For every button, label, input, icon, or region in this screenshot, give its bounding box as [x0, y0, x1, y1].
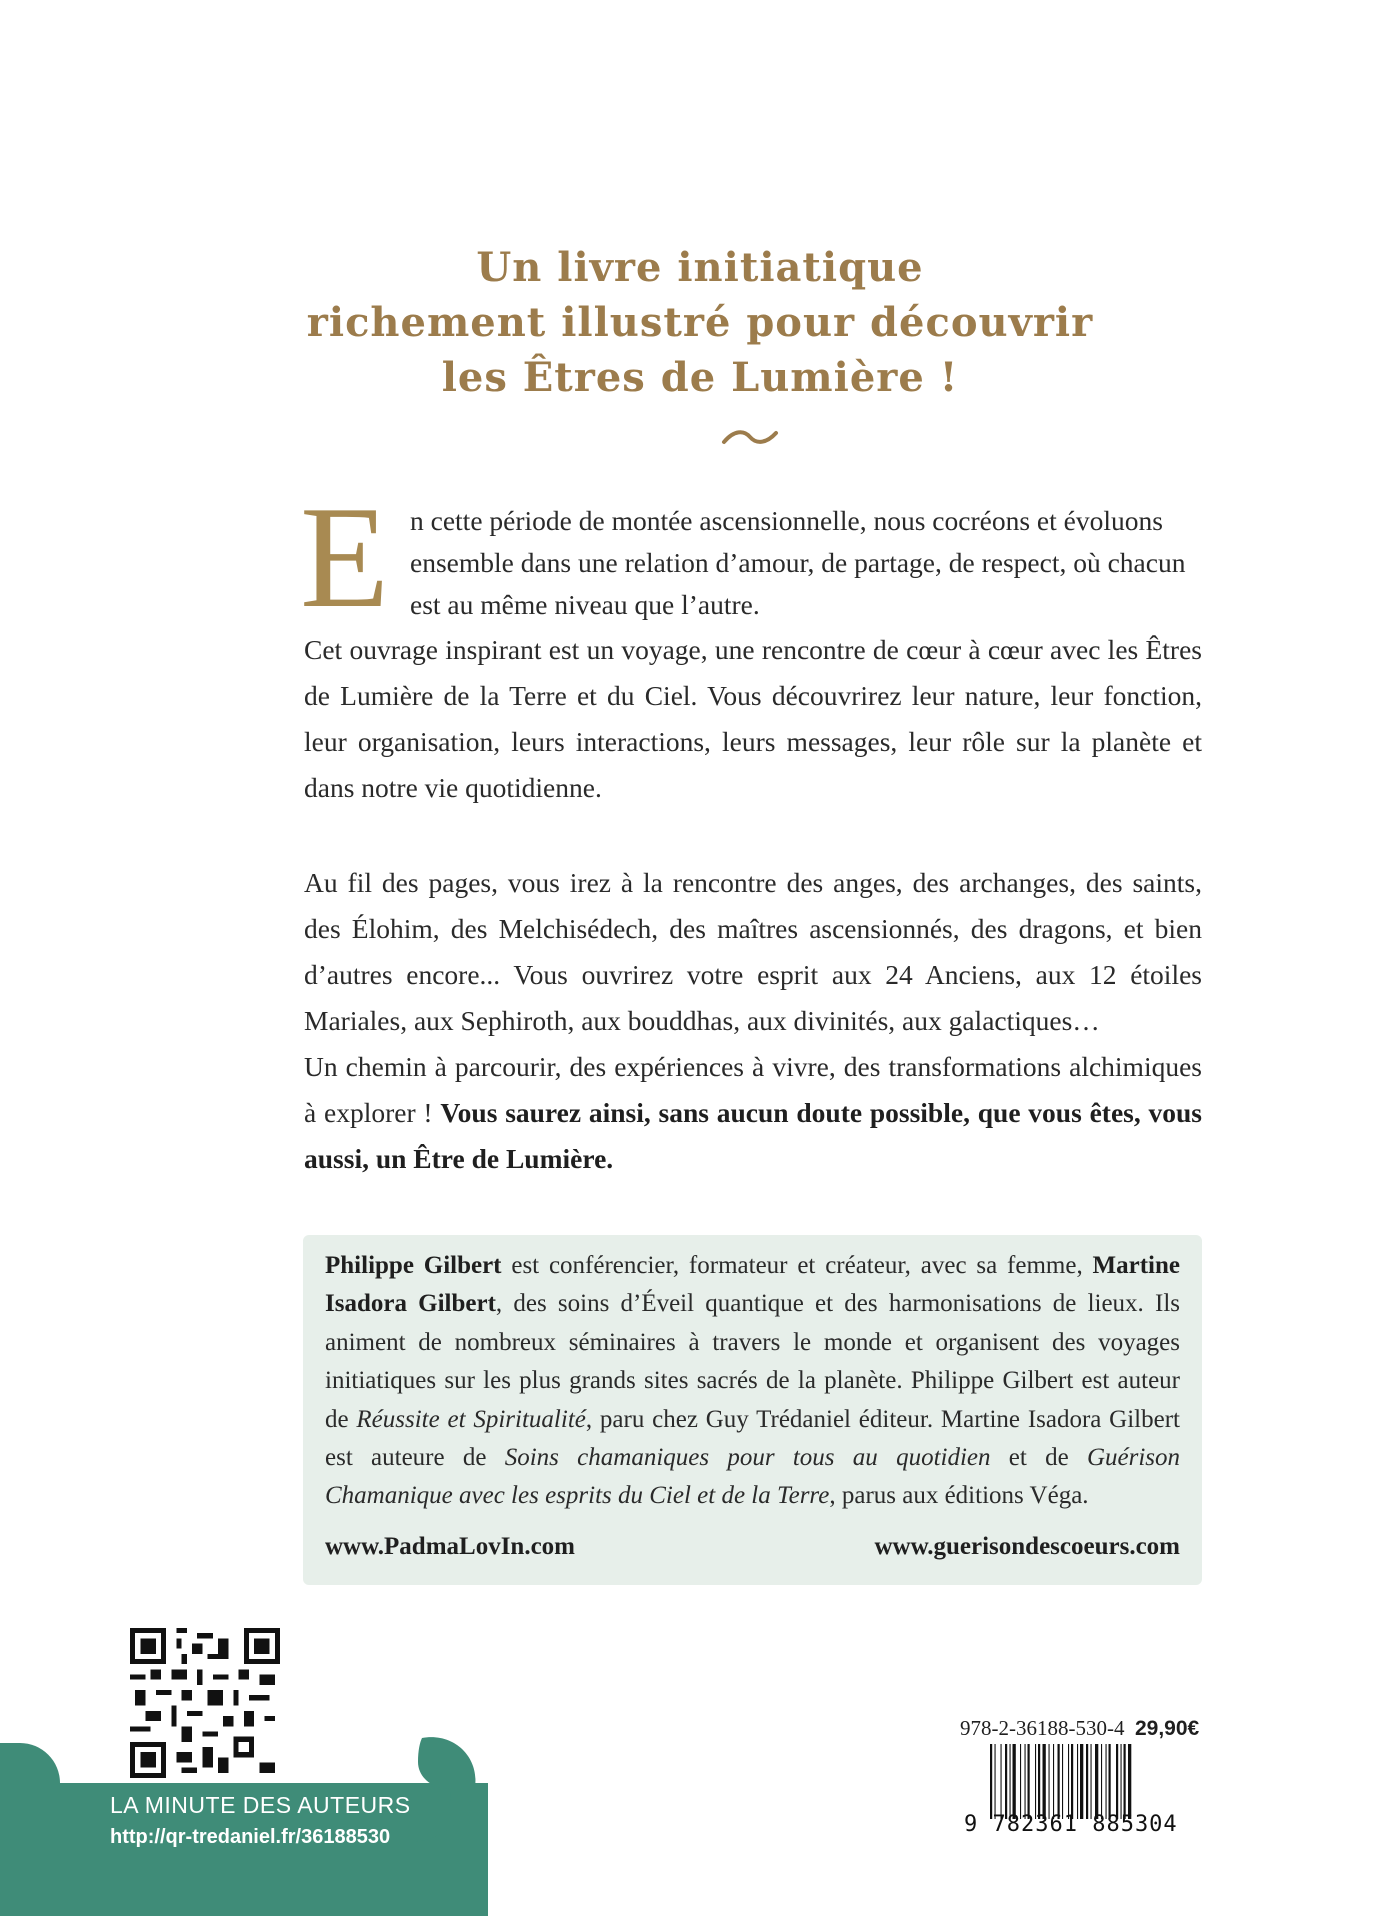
author-text-segment: , parus aux éditions Véga. [829, 1482, 1089, 1510]
headline-line-2: richement illustré pour découvrir [306, 299, 1094, 346]
headline-line-3: les Êtres de Lumière ! [441, 354, 959, 401]
author-bio-box [303, 1235, 1202, 1585]
author-bio-text [325, 1247, 1180, 1516]
paragraph-content-part2: Un chemin à parcourir, des expériences à vivre, des transformations alchimiques à explorer ! [304, 1051, 1202, 1128]
headline [0, 240, 1400, 405]
author-name-2: Martine Isadora Gilbert [325, 1252, 1180, 1318]
author-minute-url[interactable]: http://qr-tredaniel.fr/36188530 [110, 1826, 391, 1848]
intro-paragraph [410, 500, 1202, 626]
price-label: 29,90€ [1134, 1717, 1200, 1740]
drop-cap: E [300, 476, 390, 638]
paragraph-content-bold: Vous saurez ainsi, sans aucun doute possible, que vous êtes, vous aussi, un Être de Lumière. [304, 1097, 1203, 1174]
author-name-1: Philippe Gilbert [325, 1252, 502, 1279]
author-text-segment: est conférencier, formateur et créateur, avec sa femme, [501, 1252, 1093, 1279]
author-text-segment: , paru chez Guy Trédaniel éditeur. Martine Isadora Gilbert est auteure de [325, 1405, 1180, 1472]
qr-code-icon[interactable] [130, 1628, 280, 1778]
author-text-segment: et de [990, 1444, 1087, 1472]
isbn-number: 978-2-36188-530-4 [960, 1716, 1125, 1740]
headline-line-1: Un livre initiatique [476, 244, 924, 291]
barcode-digits: 9 782361 885304 [964, 1812, 1178, 1837]
isbn-price-line [960, 1716, 1199, 1741]
author-minute-title: LA MINUTE DES AUTEURS [110, 1792, 411, 1818]
website-link-padmalovin[interactable]: www.PadmaLovIn.com [325, 1533, 576, 1560]
author-text-segment: , des soins d’Éveil quantique et des harmonisations de lieux. Ils animent de nombreux séminaires à travers le monde et organisent des voyages initiatiques sur les plus grands sites sacrés de la planète. Philippe Gilbert est auteur de [325, 1290, 1181, 1433]
intro-line: est au même niveau que l’autre. [410, 589, 760, 620]
barcode-icon [988, 1744, 1172, 1819]
intro-line: n cette période de montée ascensionnelle, nous cocréons et évoluons [410, 505, 1163, 536]
book-title: Réussite et Spiritualité [356, 1405, 586, 1433]
paragraph-content-part1: Au fil des pages, vous irez à la rencontre des anges, des archanges, des saints, des Élohim, des Melchisédech, des maîtres ascensionnés, des dragons, et bien d’autres encore... Vous ouvrirez votre esprit aux 24 Anciens, aux 12 étoiles Mariales, aux Sephiroth, aux bouddhas, aux divinités, aux galactiques… [304, 867, 1202, 1036]
comma-logo-icon [404, 1730, 484, 1845]
book-title: Soins chamaniques pour tous au quotidien [504, 1444, 991, 1472]
website-link-guerisondescoeurs[interactable]: www.guerisondescoeurs.com [874, 1533, 1180, 1560]
book-title: Guérison Chamanique avec les esprits du Ciel et de la Terre [325, 1444, 1180, 1510]
paragraph-description: Cet ouvrage inspirant est un voyage, une rencontre de cœur à cœur avec les Êtres de Lumière de la Terre et du Ciel. Vous découvrirez leur nature, leur fonction, leur organisation, leurs interactions, leurs messages, leur rôle sur la planète et dans notre vie quotidienne. [304, 634, 1202, 803]
paragraph-content [304, 860, 1202, 1182]
tilde-ornament-icon [720, 428, 780, 448]
intro-line: ensemble dans une relation d’amour, de partage, de respect, où chacun [410, 547, 1186, 578]
